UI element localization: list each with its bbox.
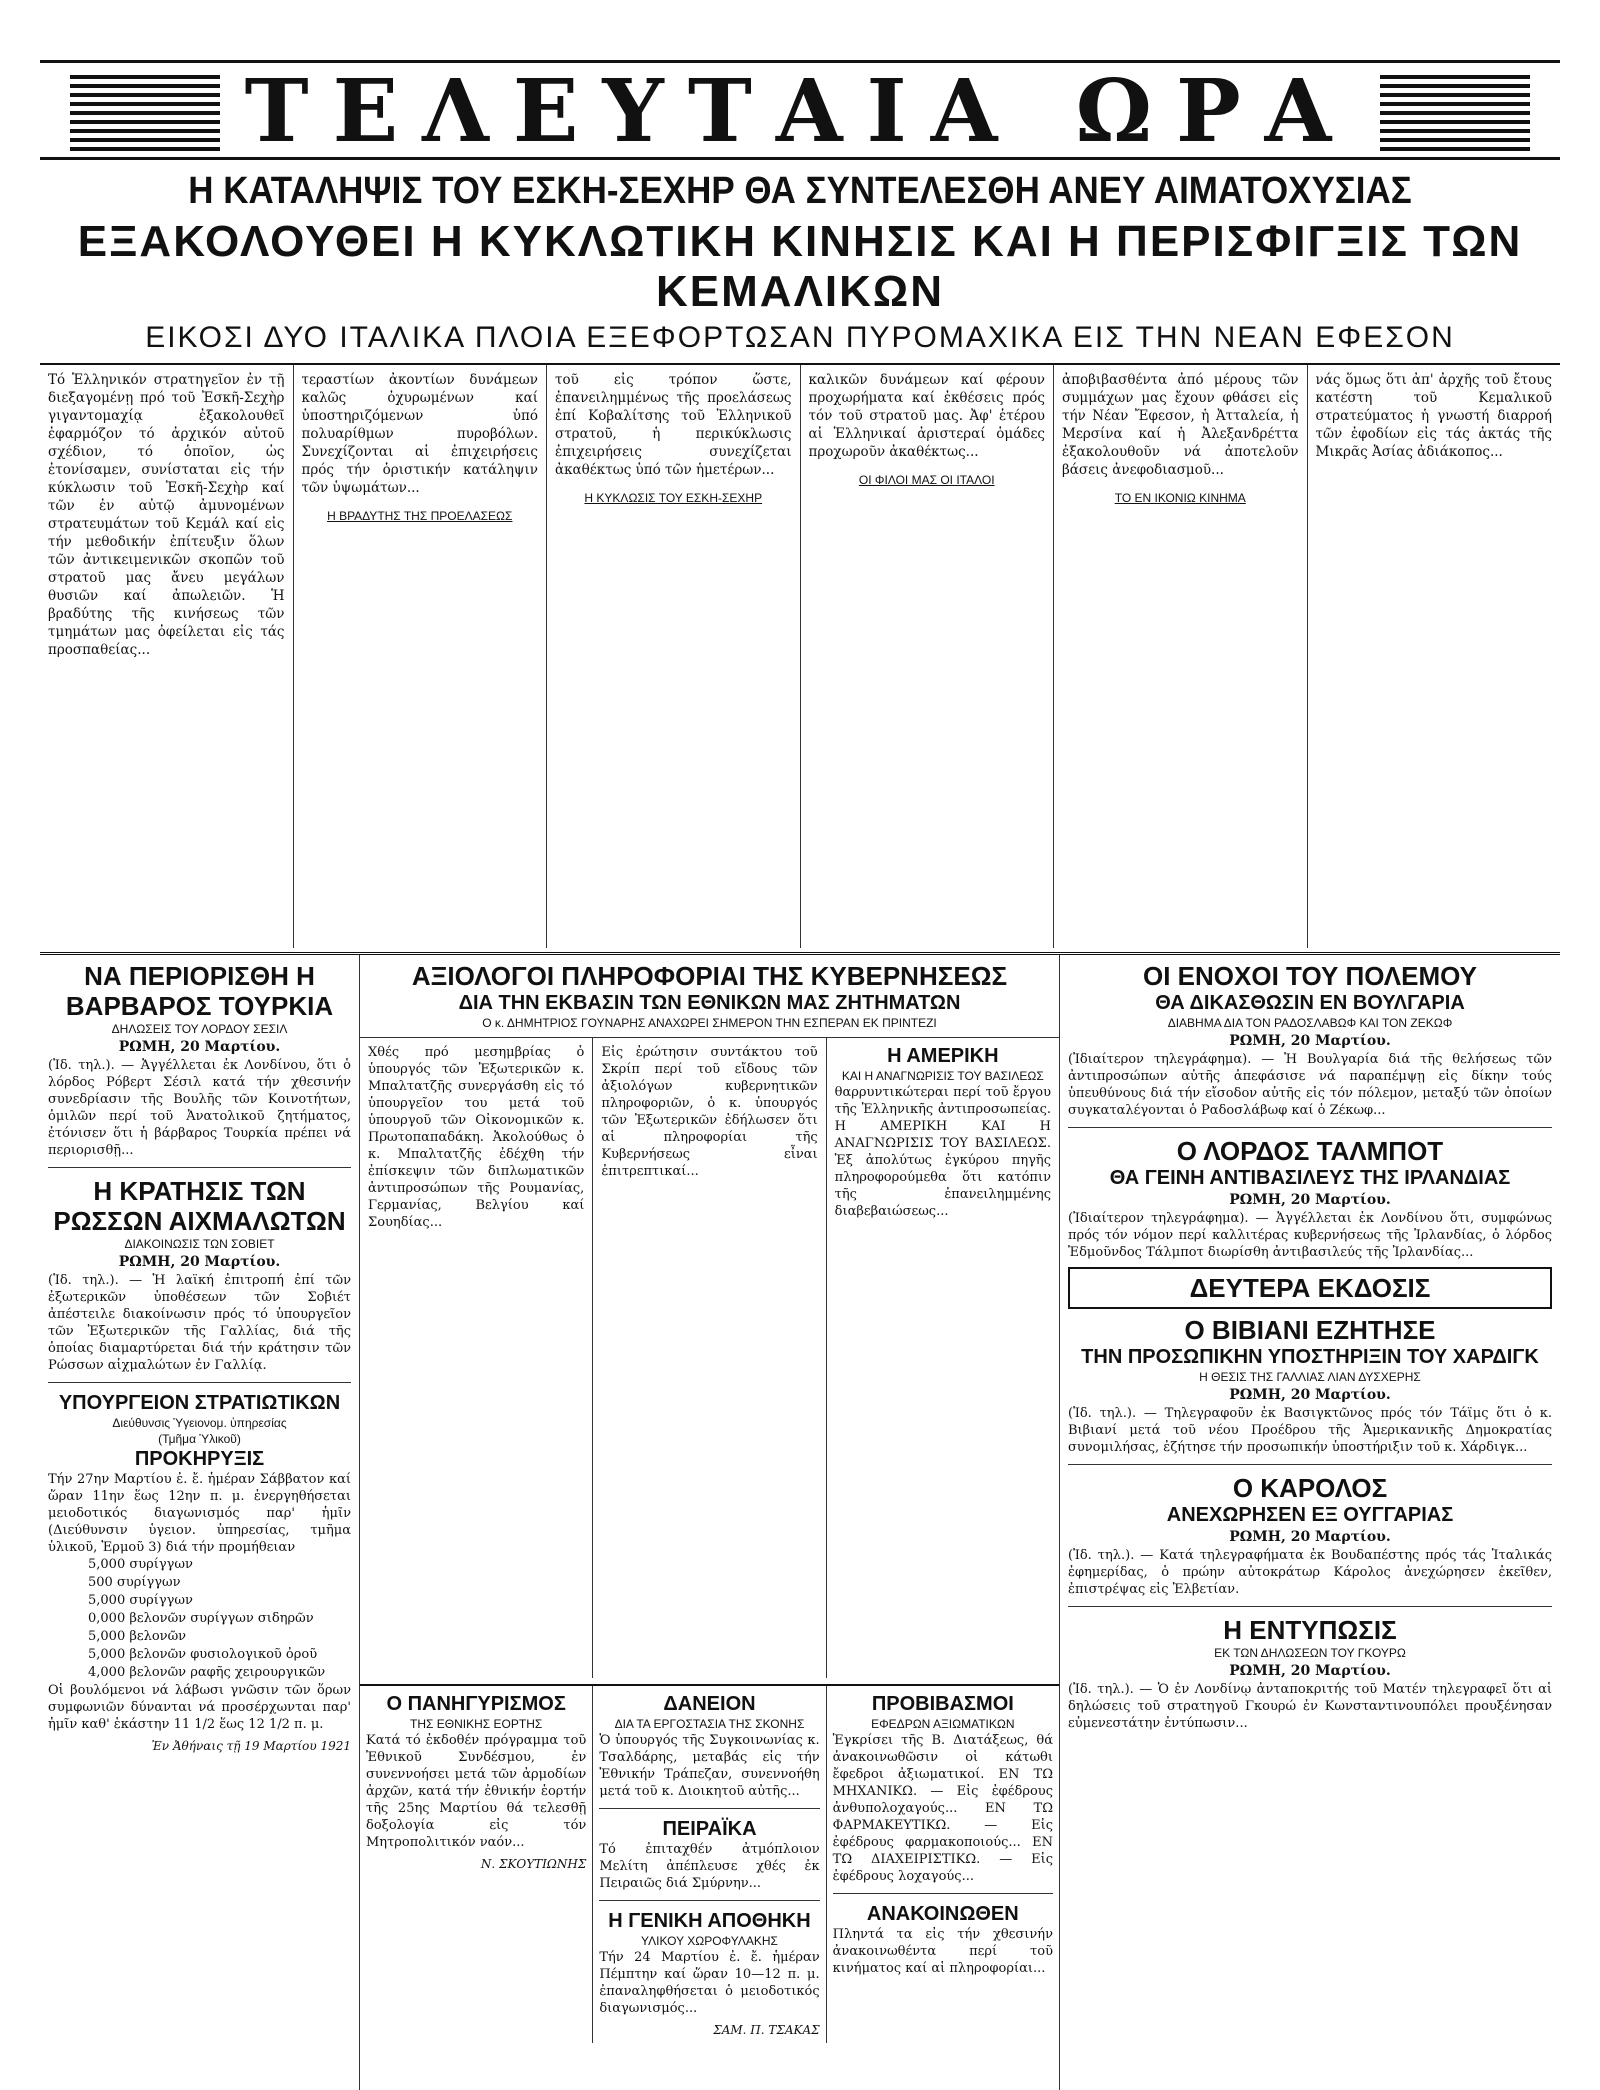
story-body: Ὁ ὑπουργός τῆς Συγκοινωνίας κ. Τσαλδάρης, μεταβάς εἰς τήν Ἐθνικήν Τράπεζαν, συνεννοήθη μετά τοῦ κ. Διοικητοῦ αὐτῆς... (599, 1733, 820, 1799)
story-body: (Ἰδ. τηλ.). — Κατά τηλεγραφήματα ἐκ Βουδαπέστης πρός τάς Ἰταλικάς ἐφημερίδας, ὁ πρώην αὐτοκράτωρ Κάρολος ἀνεχώρησεν ἐκεῖθεν, ἐπιστρέψας εἰς Ἑλβετίαν. (1068, 1548, 1552, 1597)
article-column (801, 365, 1055, 948)
story-headline: Η ΕΝΤΥΠΩΣΙΣ (1223, 1615, 1397, 1645)
main-story-columns (40, 363, 1560, 948)
notice-items (48, 1556, 351, 1682)
center-header (360, 955, 1059, 1038)
story-subhead: ΘΑ ΓΕΙΝΗ ΑΝΤΙΒΑΣΙΛΕΥΣ ΤΗΣ ΙΡΛΑΝΔΙΑΣ (1109, 1167, 1511, 1189)
story-body: Τό ἐπιταχθέν ἀτμόπλοιον Μελίτη ἀπέπλευσε χθές ἐκ Πειραιῶς διά Σμύρνην... (599, 1842, 820, 1891)
notice-item: 4,000 βελονῶν ραφῆς χειρουργικῶν (88, 1665, 326, 1680)
column-text: Εἰς ἐρώτησιν συντάκτου τοῦ Σκρίπ περί τοῦ εἴδους τῶν ἀξιολόγων κυβερνητικῶν πληροφοριῶν, ὁ κ. ὑπουργός τῶν Ἐξωτερικῶν ἐδήλωσεν ὅτι αἱ πληροφορίαι τῆς Κυβερνήσεως εἶναι ἐπιτρεπτικαί... (601, 1045, 818, 1179)
story-headline: Η ΚΡΑΤΗΣΙΣ ΤΩΝ ΡΩΣΣΩΝ ΑΙΧΜΑΛΩΤΩΝ (53, 1176, 346, 1236)
notice-item: 5,000 συρίγγων (88, 1557, 193, 1572)
notice-signature: Ἐν Ἀθήναις τῇ 19 Μαρτίου 1921 (151, 1739, 351, 1753)
story-subhead: ΘΑ ΔΙΚΑΣΘΩΣΙΝ ΕΝ ΒΟΥΛΓΑΡΙΑ (1155, 992, 1465, 1014)
story-headline: ΑΝΑΚΟΙΝΩΘΕΝ (866, 1903, 1019, 1925)
notice-sub: (Τμῆμα Ὑλικοῦ) (158, 1432, 241, 1446)
story-body: (Ἰδ. τηλ.). — Ὁ ἐν Λονδίνῳ ἀνταποκριτής τοῦ Ματέν τηλεγραφεῖ ὅτι αἱ δηλώσεις τοῦ στρατηγοῦ Γκουρώ ἐν Κωνσταντινουπόλει προυξένησαν εὐμενεστάτην ἐντύπωσιν... (1068, 1682, 1552, 1731)
story-body: (Ἰδ. τηλ.). — Τηλεγραφοῦν ἐκ Βασιγκτῶνος πρός τόν Τάϊμς ὅτι ὁ κ. Βιβιανί μετά τοῦ νέου Προέδρου τῆς Ἀμερικανικῆς Δημοκρατίας συνομιλήσας, ἐζήτησε τήν προσωπικήν ὑποστήριξιν τοῦ κ. Χάρδιγκ... (1068, 1406, 1552, 1455)
notice-body: Τήν 27ην Μαρτίου ἐ. ἔ. ἡμέραν Σάββατον καί ὥραν 11ην ἕως 12ην π. μ. ἐνεργηθήσεται μειοδοτικός διαγωνισμός παρ' ἡμῖν (Διεύθυνσιν ὑγειον. ὑπηρεσίας, τμῆμα ὑλικοῦ, Ἑρμοῦ 3) διά τήν προμήθειαν (48, 1472, 351, 1555)
masthead-ornament-left (70, 73, 220, 151)
story-headline: Ο ΚΑΡΟΛΟΣ (1232, 1473, 1388, 1503)
masthead-title: ΤΕΛΕΥΤΑΙΑ ΩΡΑ (244, 61, 1356, 162)
column-subhead: ΚΑΙ Η ΑΝΑΓΝΩΡΙΣΙΣ ΤΟΥ ΒΑΣΙΛΕΩΣ (841, 1069, 1044, 1083)
column-text: τεραστίων ἀκοντίων δυνάμεων καλῶς ὀχυρωμένων καί ὑποστηριζόμενων ὑπό πολυαρίθμων πυροβόλων. Συνεχίζονται αἱ ἐπιχειρήσεις πρός τήν ὁριστικήν κατάληψιν τῶν ὑψωμάτων... (301, 372, 538, 496)
column-subhead: Η ΚΥΚΛΩΣΙΣ ΤΟΥ ΕΣΚΗ-ΣΕΧΗΡ (584, 491, 763, 505)
notice-item: 500 συρίγγων (88, 1575, 181, 1590)
center-column (360, 955, 1060, 2090)
story-dateline: ΡΩΜΗ, 20 Μαρτίου. (1229, 1033, 1391, 1049)
story-deck: ΔΙΑΒΗΜΑ ΔΙΑ ΤΟΝ ΡΑΔΟΣΛΑΒΩΦ ΚΑΙ ΤΟΝ ΖΕΚΩΦ (1167, 1016, 1453, 1030)
story-body: Πληντά τα εἰς τήν χθεσινήν ἀνακοινωθέντα περί τοῦ κινήματος καί αἱ πληροφορίαι... (832, 1927, 1053, 1976)
story-body: (Ἰδιαίτερον τηλεγράφημα). — Ἀγγέλλεται ἐκ Λονδίνου ὅτι, συμφώνως πρός τόν νόμον περί καλλιτέρας κυβερνήσεως τῆς Ἰρλανδίας, ὁ λόρδος Ἐδμοῦνδος Τάλμποτ διωρίσθη ἀντιβασιλεύς τῆς Ἰρλανδίας... (1068, 1211, 1552, 1260)
divider (1068, 1606, 1552, 1607)
story-body: (Ἰδ. τηλ.). — Ἀγγέλλεται ἐκ Λονδίνου, ὅτι ὁ λόρδος Ρόβερτ Σέσιλ κατά τήν χθεσινήν συνεδρίασιν τῆς Βουλῆς τῶν Κοινοτήτων, ὁμιλῶν περί τοῦ Ἀνατολικοῦ ζητήματος, ἐτόνισεν ὅτι ἡ βάρβαρος Τουρκία πρέπει νά περιορισθῇ... (48, 1058, 351, 1158)
story-body: Τήν 24 Μαρτίου ἐ. ἔ. ἡμέραν Πέμπτην καί ὥραν 10—12 π. μ. ἐπαναληφθήσεται ὁ μειοδοτικός διαγωνισμός... (599, 1950, 820, 2016)
article-column (294, 365, 548, 948)
story-deck: Η ΘΕΣΙΣ ΤΗΣ ΓΑΛΛΙΑΣ ΛΙΑΝ ΔΥΣΧΕΡΗΣ (1199, 1370, 1421, 1384)
story-body: (Ἰδ. τηλ.). — Ἡ λαϊκή ἐπιτροπή ἐπί τῶν ἐξωτερικῶν ὑποθέσεων τῶν Σοβιέτ ἀπέστειλε διακοίνωσιν πρός τό ὑπουργεῖον τῶν Ἐξωτερικῶν τῆς Γαλλίας, διά τῆς ὁποίας διαμαρτύρεται διά τήν κράτησιν τῶν Ρώσσων αἰχμαλώτων ἐν Γαλλίᾳ. (48, 1273, 351, 1373)
left-column (40, 955, 360, 2090)
main-headline: Η ΚΑΤΑΛΗΨΙΣ ΤΟΥ ΕΣΚΗ-ΣΕΧΗΡ ΘΑ ΣΥΝΤΕΛΕΣΘΗ ΑΝΕΥ ΑΙΜΑΤΟΧΥΣΙΑΣ (188, 170, 1412, 212)
story-headline: ΠΕΙΡΑΪΚΑ (662, 1818, 757, 1840)
story-dateline: ΡΩΜΗ, 20 Μαρτίου. (118, 1254, 281, 1270)
notice-item: 5,000 βελονῶν (88, 1629, 187, 1644)
second-edition-label: ΔΕΥΤΕΡΑ ΕΚΔΟΣΙΣ (1189, 1273, 1431, 1303)
notice-item: 0,000 βελονῶν συρίγγων σιδηρῶν (88, 1611, 314, 1626)
story-headline: ΠΡΟΒΙΒΑΣΜΟΙ (871, 1693, 1014, 1715)
story-signature: ΣΑΜ. Π. ΤΣΑΚΑΣ (713, 2023, 820, 2037)
story-headline: Ο ΛΟΡΔΟΣ ΤΑΛΜΠΟΤ (1176, 1136, 1444, 1166)
bottom-story (593, 1686, 826, 2043)
notice-item: 5,000 βελονῶν φυσιολογικοῦ ὀροῦ (88, 1647, 318, 1662)
bottom-story (360, 1686, 593, 2043)
divider (599, 1900, 819, 1901)
story-subhead: ΤΗΣ ΕΘΝΙΚΗΣ ΕΟΡΤΗΣ (410, 1717, 543, 1731)
divider (1068, 1464, 1552, 1465)
masthead (40, 60, 1560, 160)
story-subhead: ΔΙΑ ΤΑ ΕΡΓΟΣΤΑΣΙΑ ΤΗΣ ΣΚΟΝΗΣ (614, 1717, 805, 1731)
story-headline: ΟΙ ΕΝΟΧΟΙ ΤΟΥ ΠΟΛΕΜΟΥ (1143, 961, 1477, 991)
masthead-ornament-right (1380, 73, 1530, 151)
story-dateline: ΡΩΜΗ, 20 Μαρτίου. (118, 1039, 281, 1055)
center-deck: Ο κ. ΔΗΜΗΤΡΙΟΣ ΓΟΥΝΑΡΗΣ ΑΝΑΧΩΡΕΙ ΣΗΜΕΡΟΝ ΤΗΝ ΕΣΠΕΡΑΝ ΕΚ ΠΡΙΝΤΕΖΙ (482, 1016, 937, 1030)
column-text: Χθές πρό μεσημβρίας ὁ ὑπουργός τῶν Ἐξωτερικῶν κ. Μπαλτατζῆς συνεργάσθη εἰς τό ὑπουργεῖον του μετά τοῦ ὑπουργοῦ τῶν Οἰκονομικῶν κ. Πρωτοπαπαδάκη. Ἀκολούθως ὁ κ. Μπαλτατζῆς ἐδέχθη τήν ἐπίσκεψιν τῶν διπλωματικῶν ἀντιπροσώπων τῆς Ρουμανίας, Γερμανίας, Βελγίου καί Σουηδίας... (368, 1045, 585, 1230)
story-headline: ΔΑΝΕΙΟΝ (663, 1693, 756, 1715)
story-headline: ΝΑ ΠΕΡΙΟΡΙΣΘΗ Η ΒΑΡΒΑΡΟΣ ΤΟΥΡΚΙΑ (65, 961, 334, 1021)
column-subhead: ΟΙ ΦΙΛΟΙ ΜΑΣ ΟΙ ΙΤΑΛΟΙ (858, 473, 995, 487)
article-column (360, 1038, 593, 1678)
column-text: θαρρυντικώτεραι περί τοῦ ἔργου τῆς Ἑλληνικῆς ἀντιπροσωπείας. Η ΑΜΕΡΙΚΗ ΚΑΙ Η ΑΝΑΓΝΩΡΙΣΙΣ ΤΟΥ ΒΑΣΙΛΕΩΣ. Ἐξ ἀπολύτως ἐγκύρου πηγῆς πληροφορούμεθα ὅτι κατόπιν τῆς ἐπανειλημμένης διαβεβαιώσεως... (834, 1085, 1051, 1219)
divider (599, 1808, 819, 1809)
story-signature: Ν. ΣΚΟΥΤΙΩΝΗΣ (480, 1857, 587, 1871)
story-body: Κατά τό ἐκδοθέν πρόγραμμα τοῦ Ἐθνικοῦ Συνδέσμου, ἐν συνεννοήσει μετά τῶν ἀρμοδίων ἀρχῶν, κατά τήν ἐθνικήν ἑορτήν τῆς 25ης Μαρτίου θά τελεσθῇ δοξολογία εἰς τόν Μητροπολιτικόν ναόν... (366, 1733, 587, 1850)
article-column (827, 1038, 1059, 1678)
divider (833, 1893, 1053, 1894)
column-text: τοῦ εἰς τρόπον ὥστε, ἐπανειλημμένως τῆς προελάσεως ἐπί Κοβαλίτσης τοῦ Ἑλληνικοῦ στρατοῦ, ἡ περικύκλωσις ἐπιχειρήσεις συνεχίζεται ἀκαθέκτως ὑπό τῶν ἡμετέρων... (555, 372, 792, 478)
story-headline: Η ΓΕΝΙΚΗ ΑΠΟΘΗΚΗ (608, 1910, 811, 1932)
story-dateline: ΡΩΜΗ, 20 Μαρτίου. (1229, 1663, 1391, 1679)
notice-item: 5,000 συρίγγων (88, 1593, 193, 1608)
story-subhead: ΥΛΙΚΟΥ ΧΩΡΟΦΥΛΑΚΗΣ (641, 1934, 778, 1948)
center-subhead: ΔΙΑ ΤΗΝ ΕΚΒΑΣΙΝ ΤΩΝ ΕΘΝΙΚΩΝ ΜΑΣ ΖΗΤΗΜΑΤΩΝ (458, 992, 961, 1014)
column-text: καλικῶν δυνάμεων καί φέρουν προχωρήματα καί ἐκθέσεις πρός τόν τοῦ στρατοῦ μας. Ἀφ' ἑτέρου αἱ Ἑλληνικαί ἀριστεραί ὁμάδες προχωροῦν ἀκαθέκτως... (808, 372, 1045, 460)
center-bottom-stories (360, 1684, 1059, 2043)
story-subhead: ΑΝΕΧΩΡΗΣΕΝ ΕΞ ΟΥΓΓΑΡΙΑΣ (1166, 1504, 1454, 1526)
story-subhead: ΕΦΕΔΡΩΝ ΑΞΙΩΜΑΤΙΚΩΝ (871, 1717, 1015, 1731)
right-column (1060, 955, 1560, 2090)
bottom-story (827, 1686, 1059, 2043)
story-headline: Ο ΒΙΒΙΑΝΙ ΕΖΗΤΗΣΕ (1184, 1315, 1436, 1345)
divider (48, 1167, 351, 1168)
story-subhead: ΕΚ ΤΩΝ ΔΗΛΩΣΕΩΝ ΤΟΥ ΓΚΟΥΡΩ (1214, 1646, 1406, 1660)
main-subhead: ΕΞΑΚΟΛΟΥΘΕΙ Η ΚΥΚΛΩΤΙΚΗ ΚΙΝΗΣΙΣ ΚΑΙ Η ΠΕΡΙΣΦΙΓΞΙΣ ΤΩΝ ΚΕΜΑΛΙΚΩΝ (77, 217, 1523, 316)
story-deck: ΔΙΑΚΟΙΝΩΣΙΣ ΤΩΝ ΣΟΒΙΕΤ (124, 1237, 275, 1251)
divider (48, 1382, 351, 1383)
article-column (40, 365, 294, 948)
story-dateline: ΡΩΜΗ, 20 Μαρτίου. (1229, 1192, 1391, 1208)
column-text: ἀποβιβασθέντα ἀπό μέρους τῶν συμμάχων μας ἔχουν φθάσει εἰς τήν Νέαν Ἔφεσον, ἡ Ἀτταλεία, ἡ Μερσίνα καί ἡ Ἀλεξανδρέττα ἐξακολουθοῦν νά ἀποτελοῦν βάσεις ἀνεφοδιασμοῦ... (1062, 372, 1299, 478)
center-article-columns (360, 1038, 1059, 1678)
article-column (547, 365, 801, 948)
main-deck: ΕΙΚΟΣΙ ΔΥΟ ΙΤΑΛΙΚΑ ΠΛΟΙΑ ΕΞΕΦΟΡΤΩΣΑΝ ΠΥΡΟΜΑΧΙΚΑ ΕΙΣ ΤΗΝ ΝΕΑΝ ΕΦΕΣΟΝ (145, 321, 1455, 354)
second-edition-box (1068, 1267, 1552, 1309)
story-subhead: ΤΗΝ ΠΡΟΣΩΠΙΚΗΝ ΥΠΟΣΤΗΡΙΞΙΝ ΤΟΥ ΧΑΡΔΙΓΚ (1081, 1346, 1539, 1368)
story-deck: ΔΗΛΩΣΕΙΣ ΤΟΥ ΛΟΡΔΟΥ ΣΕΣΙΛ (111, 1022, 288, 1036)
story-body: (Ἰδιαίτερον τηλεγράφημα). — Ἡ Βουλγαρία διά τῆς θελήσεως τῶν ἀντιπροσώπων αὐτῆς ἀπεφάσισε νά παραπέμψῃ εἰς δίκην τούς ὑπευθύνους διά τήν εἴσοδον αὐτῆς εἰς τόν πόλεμον, μεταξύ τῶν ὁποίων συγκαταλέγονται ὁ Ραδοσλάβωφ καί ὁ Ζέκωφ... (1068, 1052, 1552, 1118)
column-subhead: ΤΟ ΕΝ ΙΚΟΝΙΩ ΚΙΝΗΜΑ (1114, 491, 1246, 505)
story-dateline: ΡΩΜΗ, 20 Μαρτίου. (1229, 1387, 1391, 1403)
notice-closing: Οἱ βουλόμενοι νά λάβωσι γνῶσιν τῶν ὅρων συμφωνιῶν δύνανται νά προσέρχωνται παρ' ἡμῖν καθ' ἑκάστην 11 1/2 ἕως 12 1/2 π. μ. (48, 1683, 351, 1732)
column-text: νάς ὅμως ὅτι ἀπ' ἀρχῆς τοῦ ἔτους κατέστη τοῦ Κεμαλικοῦ στρατεύματος ἡ γνωστή διαρροή τῶν ἐφοδίων εἰς τάς ἀκτάς τῆς Μικρᾶς Ἀσίας ἀδιάκοπος... (1315, 372, 1552, 460)
story-headline: Ο ΠΑΝΗΓΥΡΙΣΜΟΣ (386, 1693, 566, 1715)
story-body: Ἐγκρίσει τῆς Β. Διατάξεως, θά ἀνακοινωθῶσιν οἱ κάτωθι ἔφεδροι ἀξιωματικοί. ΕΝ ΤΩ ΜΗΧΑΝΙΚΩ. — Εἰς ἐφέδρους ἀνθυπολοχαγούς... ΕΝ ΤΩ ΦΑΡΜΑΚΕΥΤΙΚΩ. — Εἰς ἐφέδρους φαρμακοποιούς... ΕΝ ΤΩ ΔΙΑΧΕΙΡΙΣΤΙΚΩ. — Εἰς ἐφέδρους λοχαγούς... (832, 1733, 1053, 1884)
story-dateline: ΡΩΜΗ, 20 Μαρτίου. (1229, 1529, 1391, 1545)
center-headline: ΑΞΙΟΛΟΓΟΙ ΠΛΗΡΟΦΟΡΙΑΙ ΤΗΣ ΚΥΒΕΡΝΗΣΕΩΣ (411, 961, 1008, 991)
lower-section (40, 952, 1560, 2090)
column-subhead: Η ΑΜΕΡΙΚΗ (887, 1045, 999, 1067)
notice-sub: Διεύθυνσις Ὑγειονομ. ὑπηρεσίας (112, 1416, 287, 1430)
notice-title: ΠΡΟΚΗΡΥΞΙΣ (134, 1448, 265, 1470)
column-text: Τό Ἑλληνικόν στρατηγεῖον ἐν τῇ διεξαγομένῃ πρό τοῦ Ἐσκῆ-Σεχὴρ γιγαντομαχίᾳ ἐξακολουθεῖ ἐφαρμόζον τό ἀρχικόν αὐτοῦ σχέδιον, τό ὁποῖον, ὡς ἐτονίσαμεν, συνίσταται εἰς τήν κύκλωσιν τοῦ Ἐσκῆ-Σεχὴρ καί τῶν ἐν αὐτῷ ἀμυνομένων στρατευμάτων τοῦ Κεμάλ καί εἰς τήν μεθοδικήν ἐπίτευξιν ὅλων τῶν ἀντικειμενικῶν σκοπῶν τοῦ στρατοῦ μας ἄνευ μεγάλων θυσιῶν καί ἀπωλειῶν. Ἡ βραδύτης τῆς κινήσεως τῶν τμημάτων μας ὀφείλεται εἰς τάς προσπαθείας... (48, 372, 285, 658)
column-subhead: Η ΒΡΑΔΥΤΗΣ ΤΗΣ ΠΡΟΕΛΑΣΕΩΣ (327, 509, 513, 523)
article-column (1308, 365, 1561, 948)
article-column (1054, 365, 1308, 948)
notice-headline: ΥΠΟΥΡΓΕΙΟΝ ΣΤΡΑΤΙΩΤΙΚΩΝ (58, 1392, 341, 1414)
divider (1068, 1127, 1552, 1128)
article-column (593, 1038, 826, 1678)
